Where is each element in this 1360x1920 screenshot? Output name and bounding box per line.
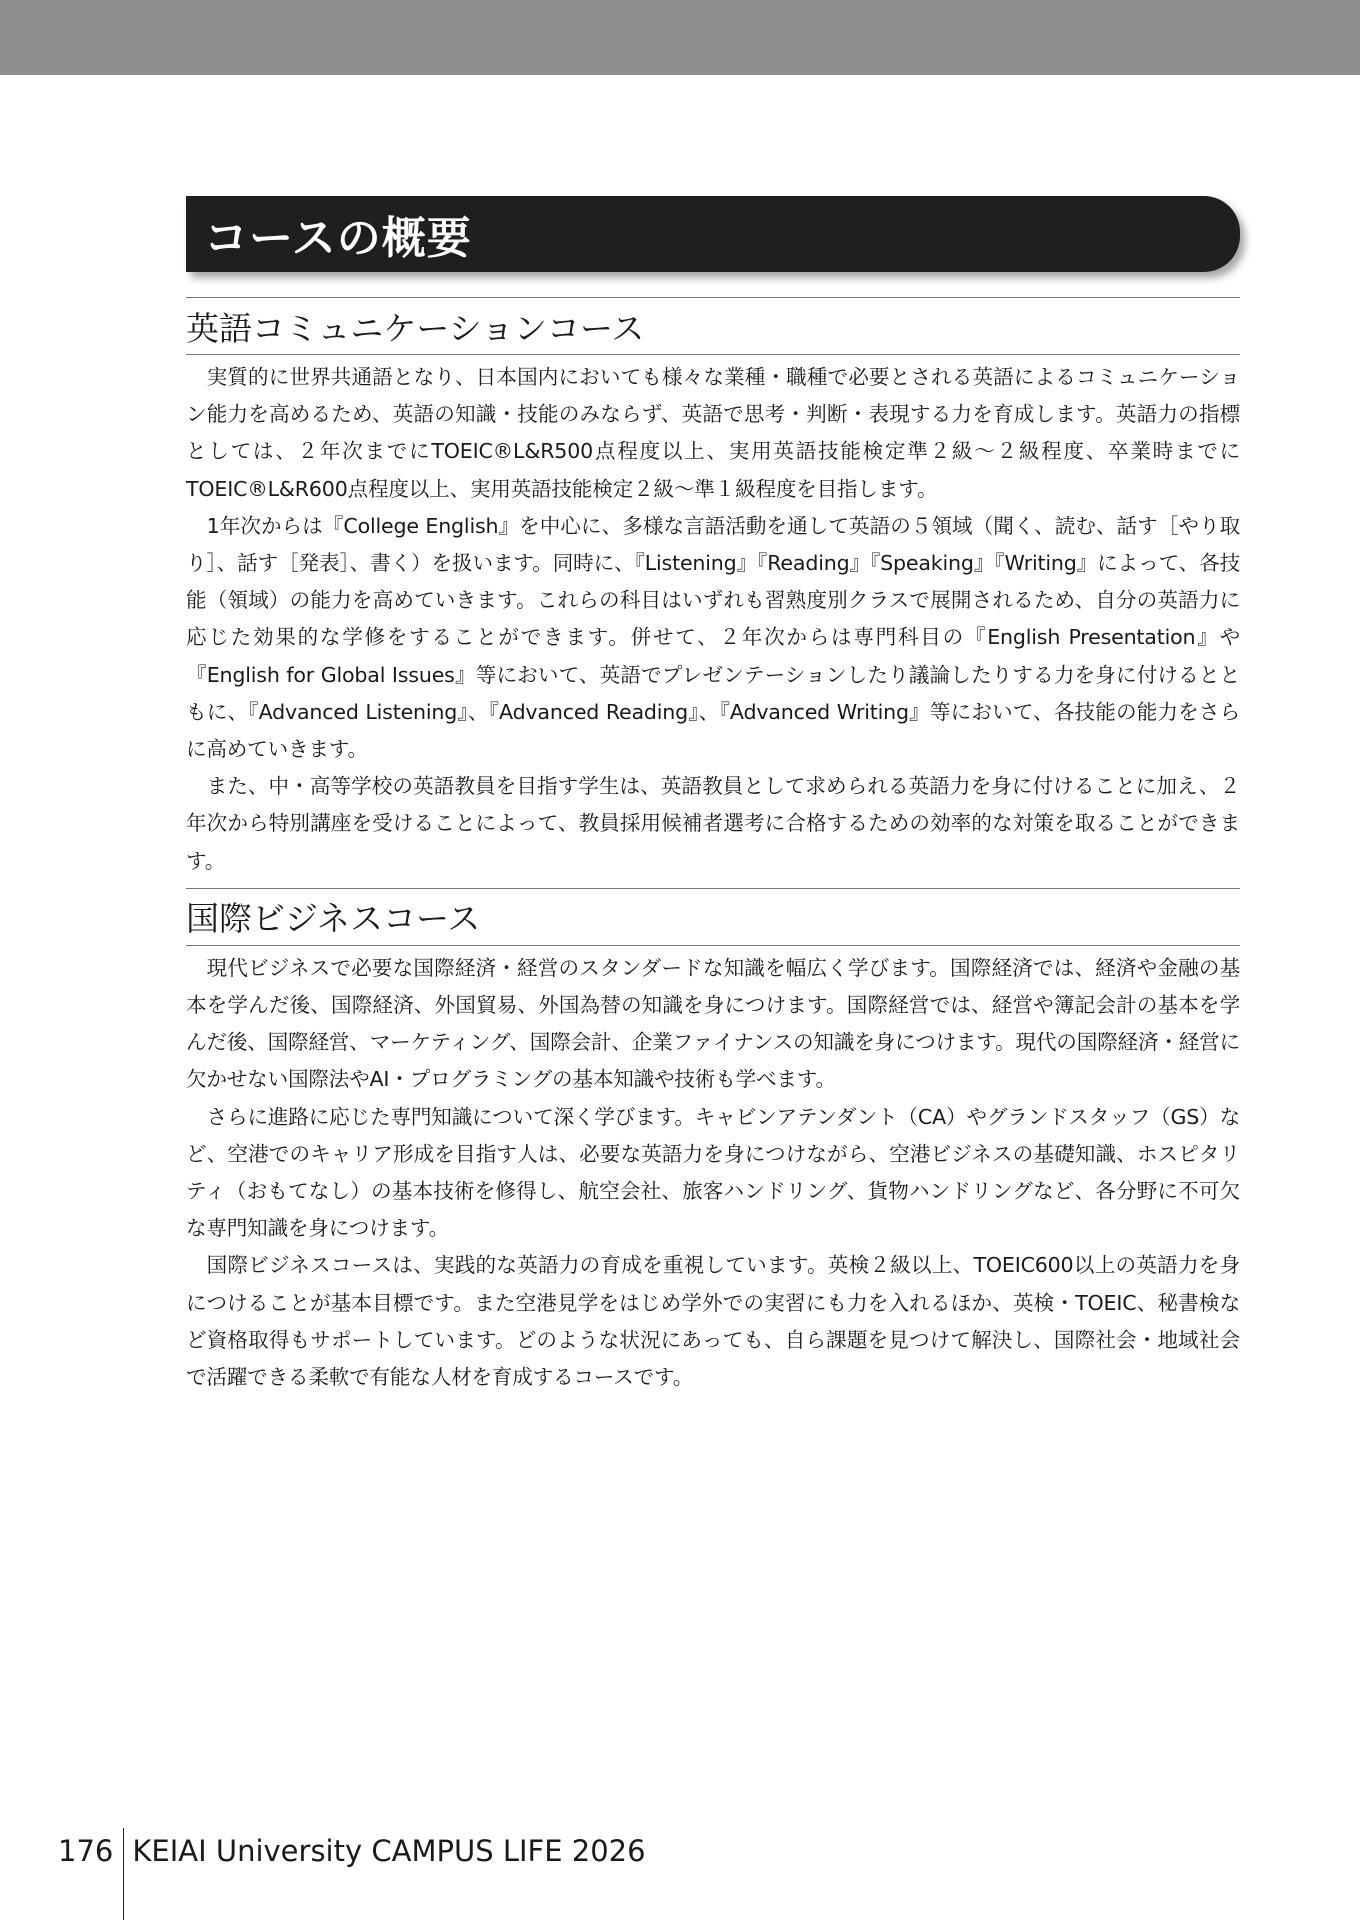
paragraph: 実質的に世界共通語となり、日本国内においても様々な業種・職種で必要とされる英語によるコミュニケーション能力を高めるため、英語の知識・技能のみならず、英語で思考・判断・表現する力を育成します。英語力の指標としては、２年次までにTOEIC®L&R500点程度以上、実用英語技能検定準２級〜２級程度、卒業時までにTOEIC®L&R600点程度以上、実用英語技能検定２級〜準１級程度を目指します。 [186,365,1240,501]
page-number: 176 [58,1834,114,1868]
top-band [0,0,1360,75]
paragraph: 1年次からは『College English』を中心に、多様な言語活動を通して英語の５領域（聞く、読む、話す［やり取り］、話す［発表］、書く）を扱います。同時に、『Listening』『Reading』『Speaking』『Writing』によって、各技能（領域）の能力を高めていきます。これらの科目はいずれも習熟度別クラスで展開されるため、自分の英語力に応じた効果的な学修をすることができます。併せて、２年次からは専門科目の『English Presentation』や『English for Global Issues』等において、英語でプレゼンテーションしたり議論したりする力を身に付けるとともに、『Advanced Listening』、『Advanced Reading』、『Advanced Writing』等において、各技能の能力をさらに高めていきます。 [186,513,1240,762]
page-title: コースの概要 [186,196,1240,272]
page-footer [58,1828,646,1920]
paragraph: さらに進路に応じた専門知識について深く学びます。キャビンアテンダント（CA）やグランドスタッフ（GS）など、空港でのキャリア形成を目指す人は、必要な英語力を身につけながら、空港ビジネスの基礎知識、ホスピタリティ（おもてなし）の基本技術を修得し、航空会社、旅客ハンドリング、貨物ハンドリングなど、各分野に不可欠な専門知識を身につけます。 [186,1104,1240,1241]
section-title: 国際ビジネスコース [186,888,1240,946]
page-content [186,196,1240,1402]
section-international-business [186,888,1240,1402]
paragraph: また、中・高等学校の英語教員を目指す学生は、英語教員として求められる英語力を身に付けることに加え、２年次から特別講座を受けることによって、教員採用候補者選考に合格するための効率的な対策を取ることができます。 [186,774,1240,873]
section-title: 英語コミュニケーションコース [186,297,1240,355]
paragraph: 現代ビジネスで必要な国際経済・経営のスタンダードな知識を幅広く学びます。国際経済では、経済や金融の基本を学んだ後、国際経済、外国貿易、外国為替の知識を身につけます。国際経営では、経営や簿記会計の基本を学んだ後、国際経営、マーケティング、国際会計、企業ファイナンスの知識を身につけます。現代の国際経済・経営に欠かせない国際法やAI・プログラミングの基本知識や技術も学べます。 [186,955,1240,1092]
paragraph: 国際ビジネスコースは、実践的な英語力の育成を重視しています。英検２級以上、TOEIC600以上の英語力を身につけることが基本目標です。また空港見学をはじめ学外での実習にも力を入れるほか、英検・TOEIC、秘書検など資格取得もサポートしています。どのような状況にあっても、自ら課題を見つけて解決し、国際社会・地域社会で活躍できる柔軟で有能な人材を育成するコースです。 [186,1253,1240,1390]
publication-title: KEIAI University CAMPUS LIFE 2026 [132,1834,646,1868]
section-english-communication [186,297,1240,886]
